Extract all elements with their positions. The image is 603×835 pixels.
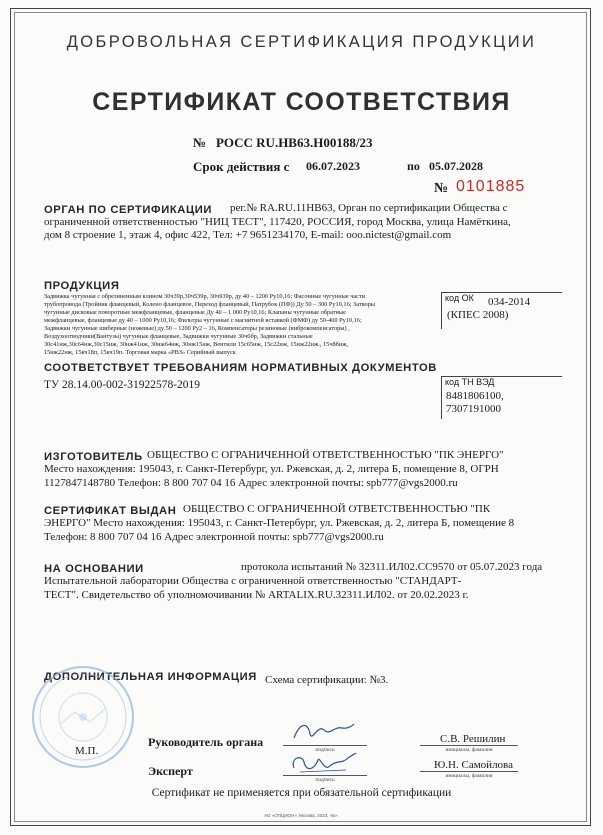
footer-note: Сертификат не применяется при обязательной сертификации [151,787,452,799]
issued-line-3: Телефон: 8 800 707 04 16 Адрес электронной почты: spb777@vgs2000.ru [44,531,384,543]
expert-signature-line [283,775,367,776]
manufacturer-line-1: ОБЩЕСТВО С ОГРАНИЧЕННОЙ ОТВЕТСТВЕННОСТЬЮ "ПК ЭНЕРГО" [147,449,504,461]
product-line-7: 30с41нж,30с64нж,30с15нж, 30нж41нж, 30нж64нж, 30нж15нж, Вентили 15с65нж, 15с22нж, 15нж22нж., 15ч8бнж, [44,341,349,348]
serial-number-prefix: № [434,181,449,196]
basis-line-3: ТЕСТ". Свидетельство об уполномочивании № ARTALIX.RU.32311.ИЛ02. от 20.02.2023 г. [44,589,469,601]
validity-to: 05.07.2028 [429,159,483,173]
reg-number-prefix: № [193,135,207,150]
manufacturer-line-3: 1127847148780 Телефон: 8 800 707 04 16 Адрес электронной почты: spb777@vgs2000.ru [44,477,458,489]
validity-to-label: по [407,159,420,173]
expert-name-caption: инициалы, фамилия [445,773,493,779]
issued-line-2: ЭНЕРГО" Место нахождения: 195043, г. Санкт-Петербург, ул. Ржевская, д. 2, литера Б, помещение 8 [44,517,515,529]
validity-label: Срок действия с [193,159,290,174]
organ-line-3: дом 8 строение 1, этаж 4, офис 422, Тел: +7 9651234170, E-mail: ooo.nictest@gmail.com [44,229,452,241]
head-name-line [420,745,518,746]
validity-from: 06.07.2023 [306,159,360,173]
serial-number: 0101885 [456,178,526,195]
head-name: С.В. Решилин [440,733,506,745]
okpd-code-sub: (КПЕС 2008) [447,309,509,321]
conformity-label: СООТВЕТСТВУЕТ ТРЕБОВАНИЯМ НОРМАТИВНЫХ ДОКУМЕНТОВ [44,362,437,374]
manufacturer-line-2: Место нахождения: 195043, г. Санкт-Петербург, ул. Ржевская, д. 2, литера Б, помещение 8, ОГРН [44,463,499,475]
okpd-code-label: код ОК [445,293,474,303]
product-line-3: чугунные дисковые поворотные межфланцевые, фланцевые Ду 40 – 1 000 Ру10,16; Клапаны чугунные обратные [44,309,346,316]
product-line-8: 15нж22нж, 15кч18п, 15кч19п. Торговая марка «РВЗ» Серийный выпуск [44,349,236,356]
head-signature-caption: подпись [315,747,335,753]
product-line-4: межфланцевые, фланцевые ду 40 – 1000 Ру10,16; Фильтры чугунные с магнитной вставкой (ФМФ) ду 50-400 Ру10,16; [44,317,362,324]
tnved-code-label: код ТН ВЭД [445,377,495,387]
printer-imprint: АО «ОПЦИОН», Москва, 2023, «Б». [264,813,339,818]
additional-info-label: ДОПОЛНИТЕЛЬНАЯ ИНФОРМАЦИЯ [44,671,257,683]
manufacturer-label: ИЗГОТОВИТЕЛЬ [44,451,143,463]
issued-line-1: ОБЩЕСТВО С ОГРАНИЧЕННОЙ ОТВЕТСТВЕННОСТЬЮ "ПК [183,503,491,515]
head-name-caption: инициалы, фамилия [445,747,493,753]
seal-place-label: М.П. [75,745,99,757]
basis-label: НА ОСНОВАНИИ [44,563,144,575]
issued-label: СЕРТИФИКАТ ВЫДАН [44,505,177,517]
basis-line-1: протокола испытаний № 32311.ИЛ02.СС9570 от 05.07.2023 года [241,561,543,573]
head-signature-line [283,745,367,746]
okpd-code-value: 034-2014 [488,296,531,308]
organ-line-1: рег.№ RA.RU.11НВ63, Орган по сертификации Общества с [230,202,508,214]
product-line-6: Воздухоотводчики(Вантузы) чугунные фланцевые, Задвижки чугунные 30ч6бр, Задвижки стальные [44,333,313,340]
header-voluntary-certification: ДОБРОВОЛЬНАЯ СЕРТИФИКАЦИЯ ПРОДУКЦИИ [66,33,537,51]
tnved-code-1: 8481806100, [446,390,504,402]
head-signature-label: Руководитель органа [148,735,264,749]
certificate-title: СЕРТИФИКАТ СООТВЕТСТВИЯ [92,88,511,116]
organ-label: ОРГАН ПО СЕРТИФИКАЦИИ [44,204,213,216]
conformity-document: ТУ 28.14.00-002-31922578-2019 [44,379,201,391]
product-label: ПРОДУКЦИЯ [44,280,120,292]
expert-name-line [420,771,518,772]
product-line-5: Задвижки чугунные шиберные (ножевые) ду 50 – 1200 Ру2 – 16, Компенсаторы резиновые (виброкомпенсаторы) , [44,325,350,332]
expert-signature-label: Эксперт [148,764,193,778]
head-signature-icon [290,718,356,744]
expert-name: Ю.Н. Самойлова [434,759,513,771]
organ-line-2: ограниченной ответственностью "НИЦ ТЕСТ", 117420, РОССИЯ, город Москва, улица Намёткина, [44,216,511,228]
product-line-1: Задвижка чугунная с обрезиненным клином 30ч39р,30ч539р, 30ч939р, ду 40 – 1200 Ру10,16; Фасонные чугунные части [44,293,366,300]
expert-signature-caption: подпись [315,777,335,783]
expert-signature-icon [288,750,358,778]
certification-scheme: Схема сертификации: №3. [265,674,389,686]
product-line-2: трубопровода (Тройник фланцевый, Колено фланцевое, Переход фланцевый, Патрубок (ПФ)) Ду 50 – 300 Ру10,16; Затворы [44,301,376,308]
tnved-code-2: 7307191000 [446,403,501,415]
basis-line-2: Испытательной лаборатории Общества с ограниченной ответственностью "СТАНДАРТ- [44,575,462,587]
reg-number: РОСС RU.НВ63.Н00188/23 [216,135,373,150]
